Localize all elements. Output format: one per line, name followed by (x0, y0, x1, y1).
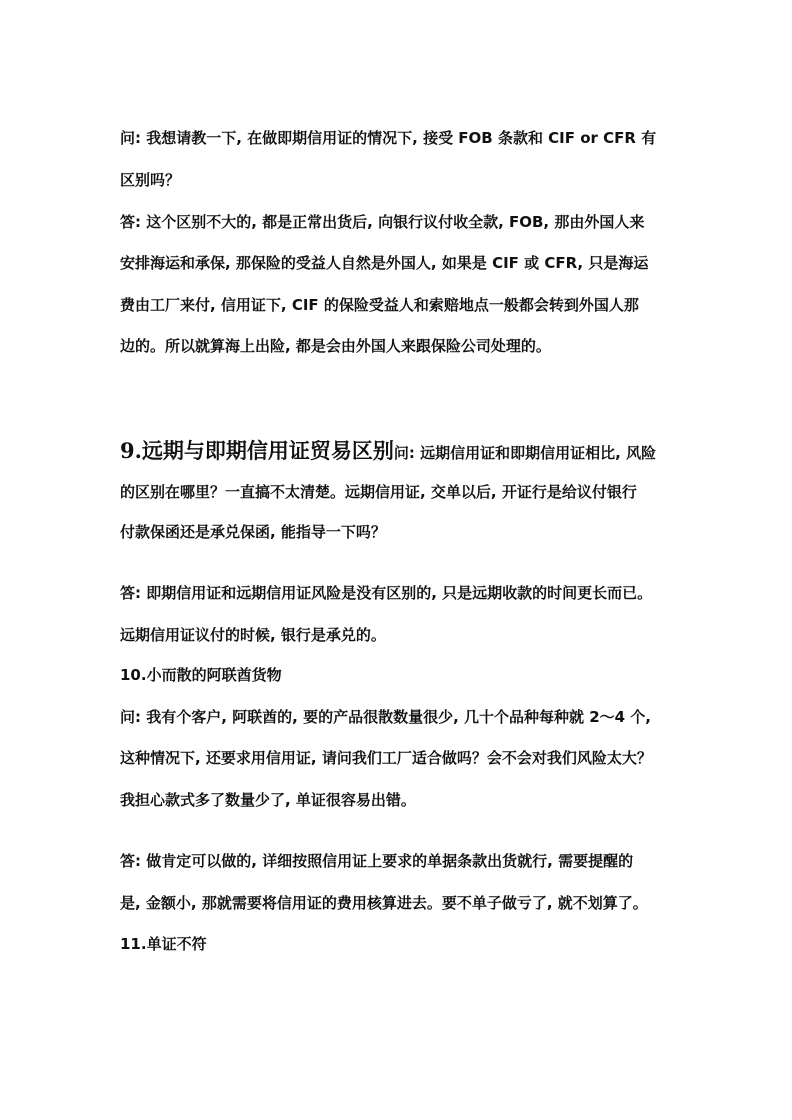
paragraph-line: 安排海运和承保, 那保险的受益人自然是外国人, 如果是 CIF 或 CFR, 只是海运 (120, 254, 649, 272)
paragraph-line: 答: 这个区别不大的, 都是正常出货后, 向银行议付收全款, FOB, 那由外国人来 (120, 213, 645, 231)
paragraph-line: 问: 我想请教一下, 在做即期信用证的情况下, 接受 FOB 条款和 CIF or CFR 有 (120, 129, 657, 147)
paragraph-line: 远期信用证议付的时候, 银行是承兑的。 (120, 626, 386, 644)
paragraph-line: 我担心款式多了数量少了, 单证很容易出错。 (120, 791, 416, 809)
paragraph-line: 费由工厂来付, 信用证下, CIF 的保险受益人和索赔地点一般都会转到外国人那 (120, 296, 639, 314)
section-11-heading: 11.单证不符 (120, 935, 207, 953)
paragraph-line: 是, 金额小, 那就需要将信用证的费用核算进去。要不单子做亏了, 就不划算了。 (120, 894, 648, 912)
paragraph-line: 问: 我有个客户, 阿联酋的, 要的产品很散数量很少, 几十个品种每种就 2～4 个, (120, 708, 652, 726)
section-10-heading: 10.小而散的阿联酋货物 (120, 666, 282, 684)
section-9-heading: 9.远期与即期信用证贸易区别 (120, 438, 394, 463)
paragraph-line: 答: 即期信用证和远期信用证风险是没有区别的, 只是远期收款的时间更长而已。 (120, 584, 653, 602)
paragraph-line: 区别吗？ (120, 171, 181, 189)
section-9-question-start: 问: 远期信用证和即期信用证相比, 风险 (393, 444, 657, 462)
paragraph-line: 这种情况下, 还要求用信用证, 请问我们工厂适合做吗？会不会对我们风险太大？ (120, 749, 652, 767)
paragraph-line: 付款保函还是承兑保函, 能指导一下吗？ (120, 523, 386, 541)
section-9-heading-line (120, 438, 680, 466)
paragraph-line: 的区别在哪里？一直搞不太清楚。远期信用证, 交单以后, 开证行是给议付银行 (120, 483, 637, 501)
paragraph-line: 答: 做肯定可以做的, 详细按照信用证上要求的单据条款出货就行, 需要提醒的 (120, 852, 634, 870)
paragraph-line: 边的。所以就算海上出险, 都是会由外国人来跟保险公司处理的。 (120, 337, 551, 355)
